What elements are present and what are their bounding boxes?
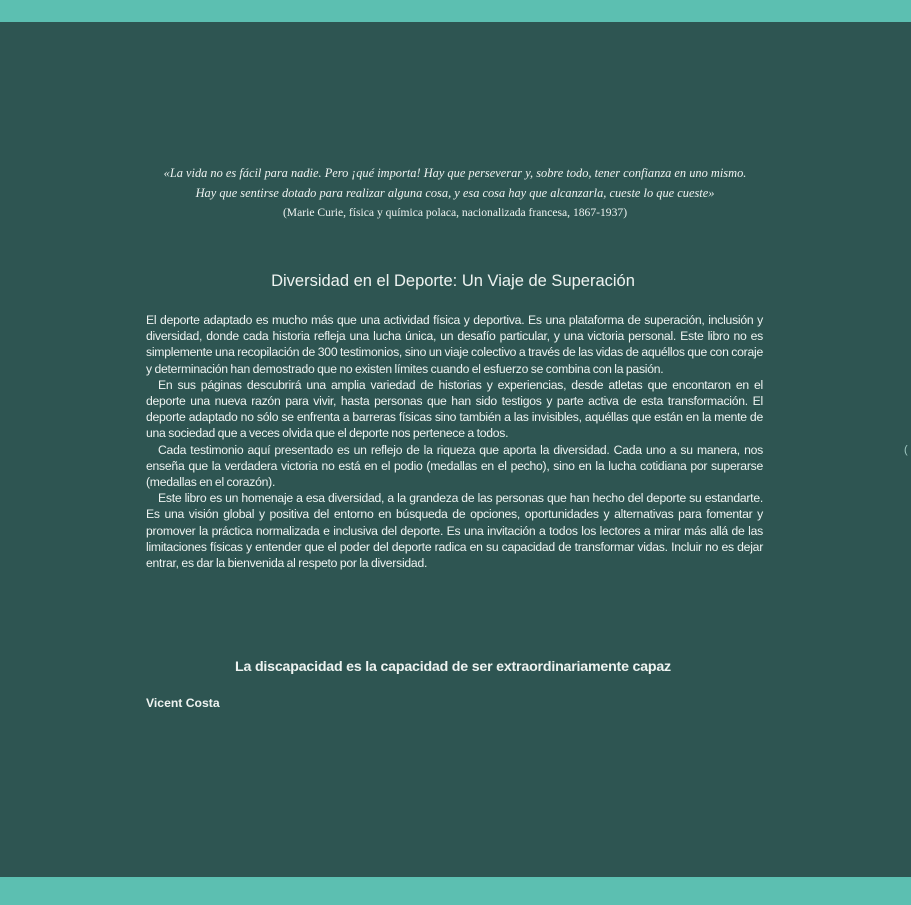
bottom-accent-band (0, 877, 911, 905)
quote-attribution: (Marie Curie, física y química polaca, nacionalizada francesa, 1867-1937) (282, 206, 628, 219)
quote-line-1: «La vida no es fácil para nadie. Pero ¡qué importa! Hay que perseverar y, sobre todo, tener confianza en uno mismo. (163, 166, 747, 180)
paragraph-2: En sus páginas descubrirá una amplia variedad de historias y experiencias, desde atletas que encontaron en el deporte una nueva razón para vivir, hasta personas que han sido testigos y parte activa de esta transformación. El deporte adaptado no sólo se enfrenta a barreras físicas sino también a las invisibles, aquéllas que están en la mente de una sociedad que a veces olvida que el deporte nos pertenece a todos. (146, 377, 763, 441)
top-accent-band (0, 0, 911, 22)
page-title: Diversidad en el Deporte: Un Viaje de Superación (271, 272, 635, 290)
paragraph-3: Cada testimonio aquí presentado es un reflejo de la riqueza que aporta la diversidad. Cada uno a su manera, nos enseña que la verdadera victoria no está en el podio (medallas en el pecho), sino en la lucha cotidiana por superarse (medallas en el corazón). (146, 442, 763, 490)
body-text (146, 312, 763, 571)
author-signature: Vicent Costa (146, 696, 220, 710)
quote-line-2: Hay que sentirse dotado para realizar alguna cosa, y esa cosa hay que alcanzarla, cueste lo que cueste» (195, 186, 715, 200)
paragraph-4: Este libro es un homenaje a esa diversidad, a la grandeza de las personas que han hecho del deporte su estandarte. Es una visión global y positiva del entorno en búsqueda de opciones, oportunidades y alternativas para fomentar y promover la práctica normalizada e inclusiva del deporte. Es una invitación a todos los lectores a mirar más allá de las limitaciones físicas y entender que el poder del deporte radica en su capacidad de transformar vidas. Incluir no es dejar entrar, es dar la bienvenida al respeto por la diversidad. (146, 491, 763, 571)
closing-motto: La discapacidad es la capacidad de ser extraordinariamente capaz (235, 659, 671, 675)
paragraph-1: El deporte adaptado es mucho más que una actividad física y deportiva. Es una plataforma de superación, inclusión y diversidad, donde cada historia refleja una lucha única, un desafío particular, y una victoria personal. Este libro no es simplemente una recopilación de 300 testimonios, sino un viaje colectivo a través de las vidas de aquéllos que con coraje y determinación han demostrado que no existen límites cuando el esfuerzo se combina con la pasión. (146, 313, 763, 376)
epigraph-quote (120, 163, 790, 223)
page-edge-mark: ( (904, 444, 908, 456)
